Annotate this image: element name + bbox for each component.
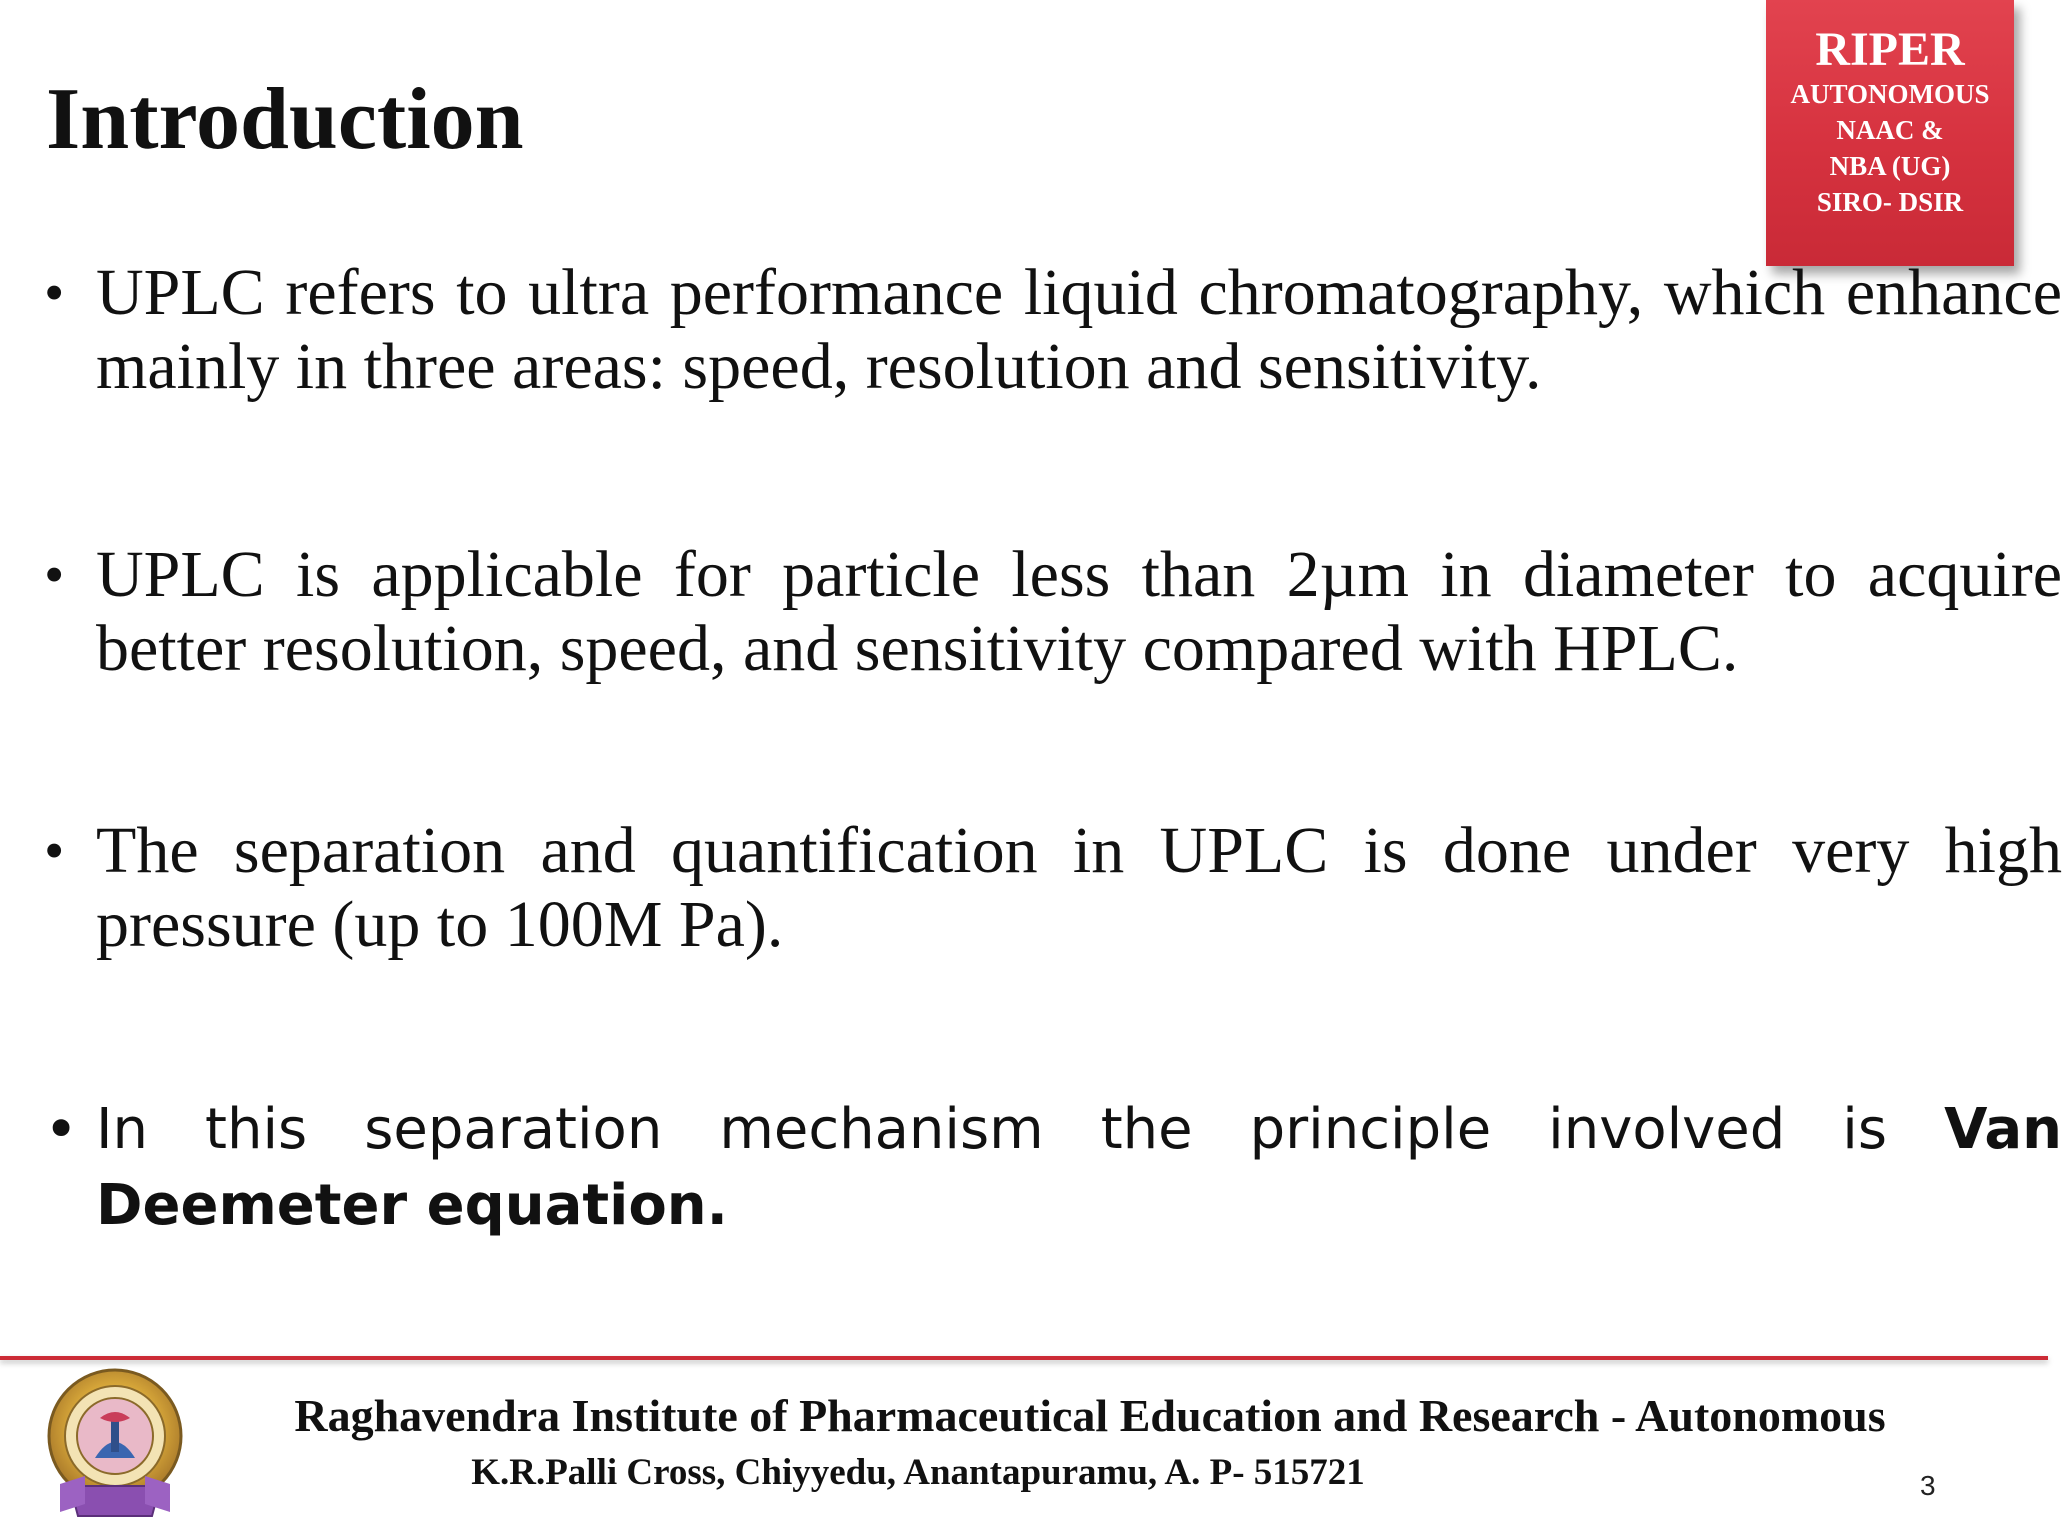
bullet-dot-icon: •: [44, 260, 65, 325]
page-number: 3: [1920, 1470, 1936, 1501]
bullet-item: [40, 1092, 2062, 1244]
badge-line: AUTONOMOUS: [1790, 79, 1990, 109]
footer-address: K.R.Palli Cross, Chiyyedu, Anantapuramu, A. P- 515721: [471, 1452, 1365, 1493]
bullet-text: UPLC refers to ultra performance liquid chromatography, which enhance mainly in three areas: speed, resolution and sensitivity.: [96, 256, 2062, 403]
badge-line: NBA (UG): [1829, 151, 1951, 181]
badge-main-text: RIPER: [1815, 23, 1965, 76]
footer-divider: [0, 1356, 2048, 1360]
bullet-text-bold: Van Deemeter equation.: [96, 1097, 2062, 1238]
bullet-dot-icon: •: [44, 818, 65, 883]
bullet-dot-icon: •: [44, 542, 65, 607]
bullet-text: The separation and quantification in UPLC is done under very high pressure (up to 100M Pa).: [96, 814, 2062, 961]
bullet-text: UPLC is applicable for particle less than 2µm in diameter to acquire better resolution, speed, and sensitivity compared with HPLC.: [96, 538, 2062, 685]
badge-line: NAAC &: [1836, 115, 1944, 145]
badge-line: SIRO- DSIR: [1816, 187, 1964, 217]
riper-badge: [1766, 0, 2014, 266]
bullet-text: In this separation mechanism the principle involved is: [96, 1097, 1945, 1162]
bullet-item: [40, 814, 2062, 962]
bullet-item: [40, 538, 2062, 686]
bullet-dot-icon: •: [44, 1095, 79, 1163]
institution-seal-icon: [40, 1366, 190, 1526]
footer-institution-name: Raghavendra Institute of Pharmaceutical Education and Research - Autonomous: [294, 1390, 1886, 1441]
bullet-item: [40, 256, 2062, 404]
slide-title: Introduction: [46, 71, 524, 168]
